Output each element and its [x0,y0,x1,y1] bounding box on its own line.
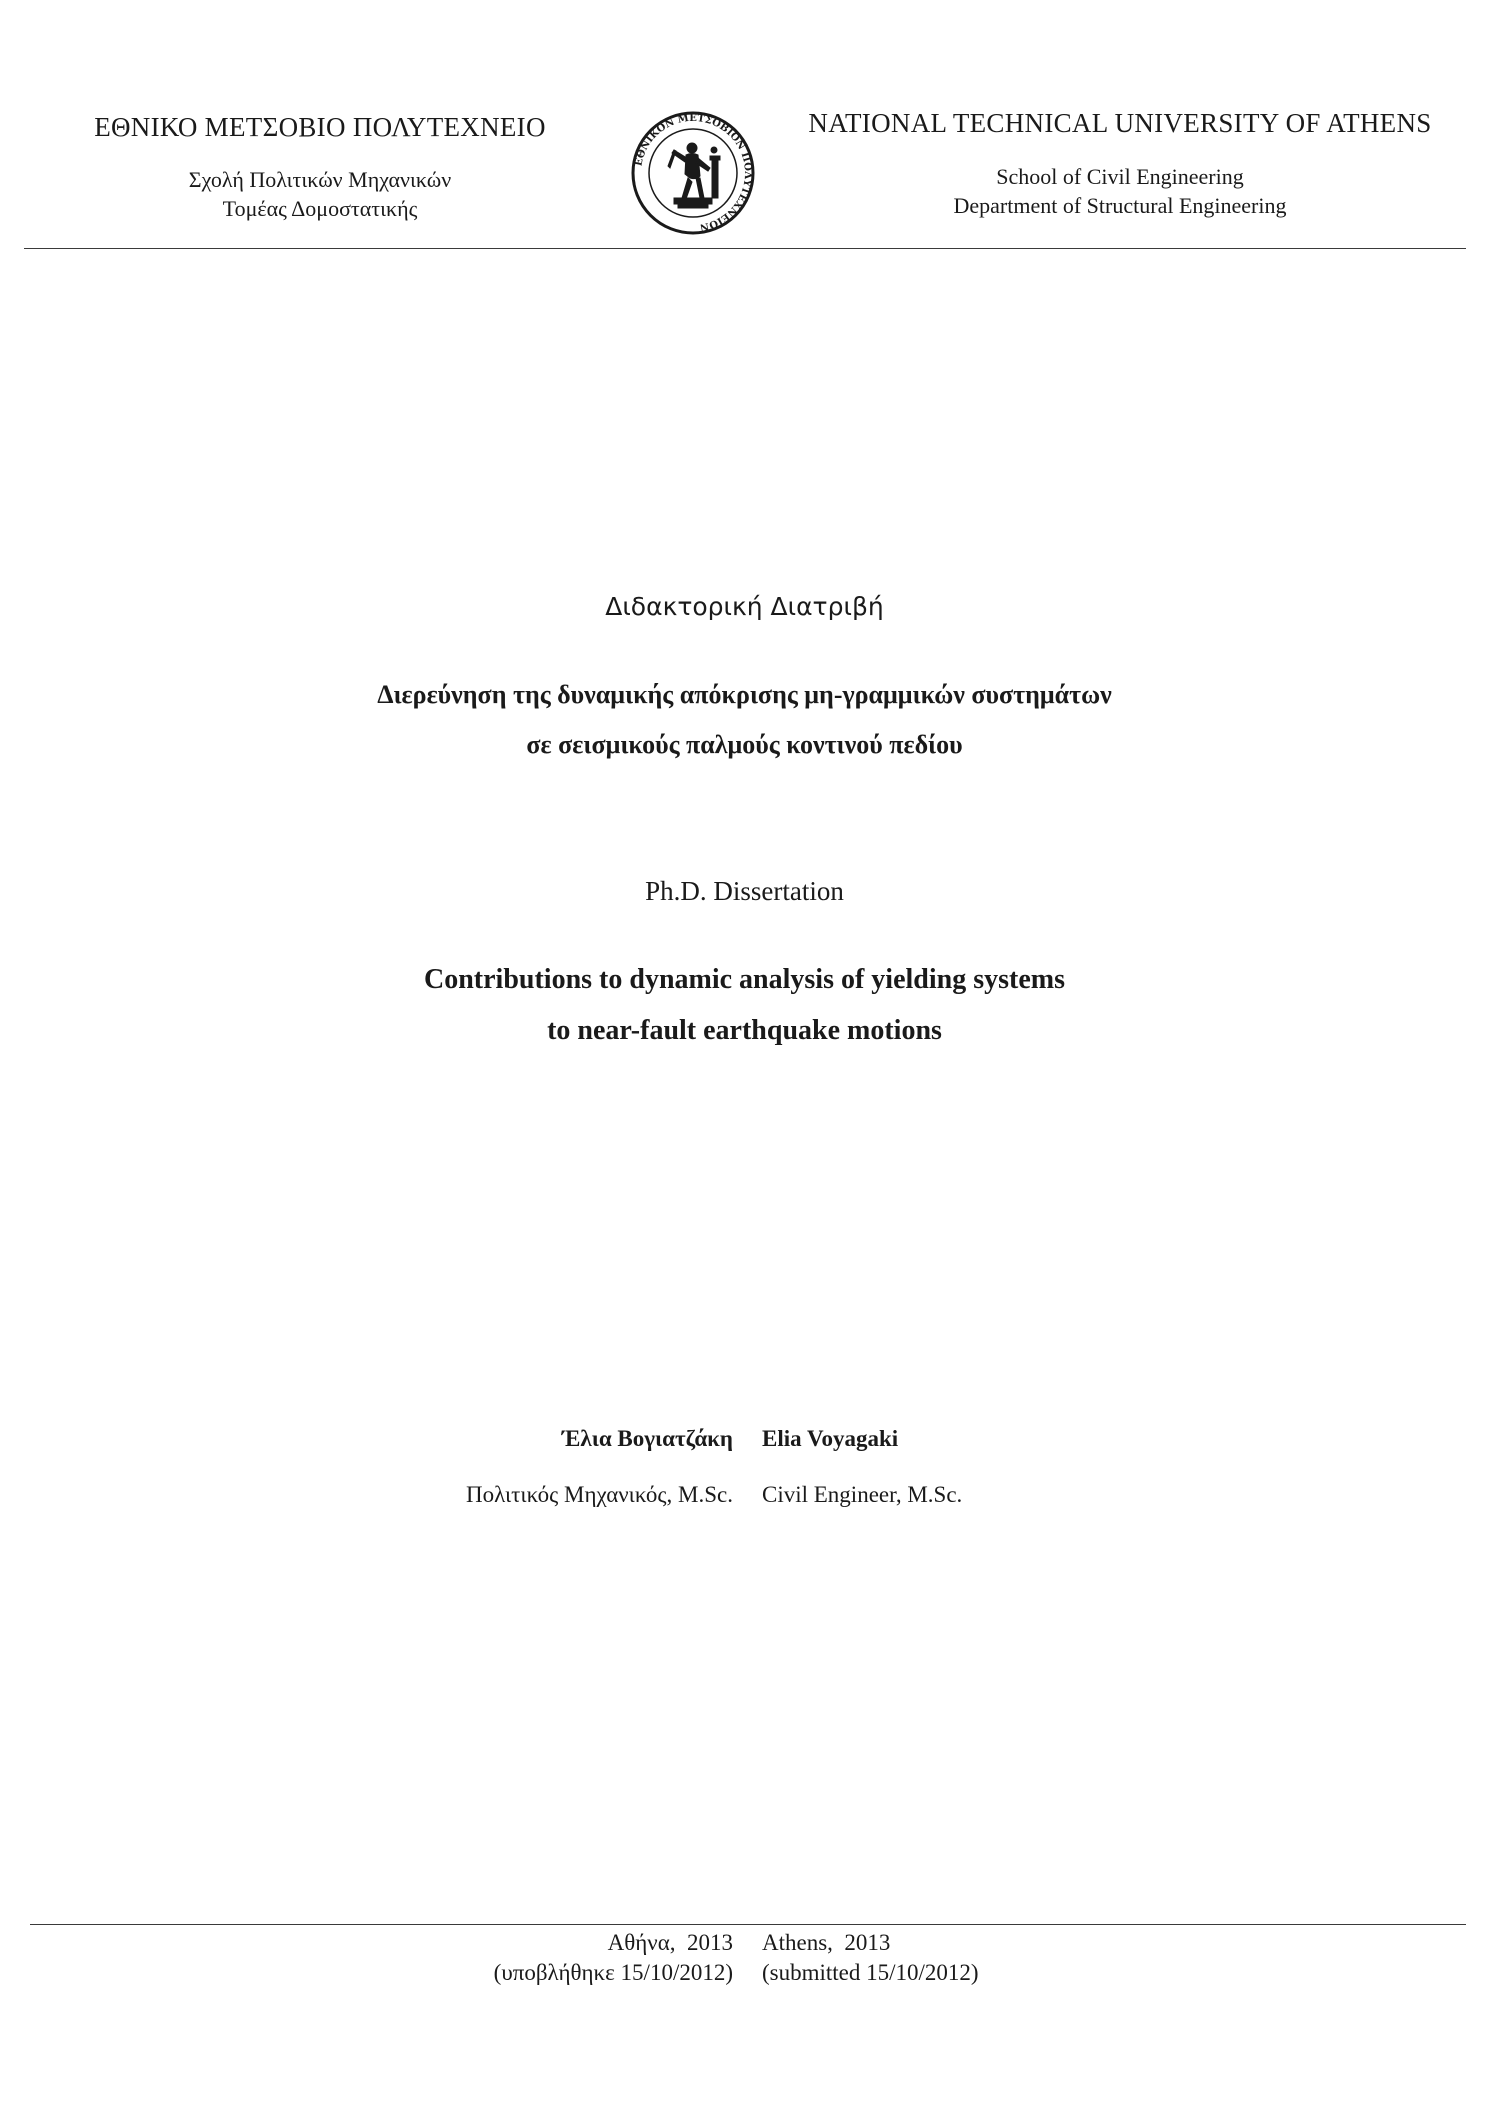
header-divider [24,248,1466,249]
title-greek-line2: σε σεισμικούς παλμούς κοντινού πεδίου [526,730,963,759]
place-date-greek: Αθήνα, 2013 [607,1930,733,1955]
author-degree-greek: Πολιτικός Μηχανικός, M.Sc. [465,1482,733,1507]
document-type-greek: Διδακτορική Διατριβή [605,592,884,621]
author-name-english: Elia Voyagaki [762,1426,899,1451]
department-name-english: Department of Structural Engineering [953,193,1287,218]
document-type-english: Ph.D. Dissertation [645,876,844,906]
university-name-greek: ΕΘΝΙΚΟ ΜΕΤΣΟΒΙΟ ΠΟΛΥΤΕΧΝΕΙΟ [94,112,546,142]
school-department-greek [40,165,600,223]
author-name-greek: Έλια Βογιατζάκη [562,1426,733,1451]
seal-icon [630,110,756,236]
footer-divider [30,1924,1466,1925]
university-name-english: NATIONAL TECHNICAL UNIVERSITY OF ATHENS [808,108,1432,138]
title-english-line1: Contributions to dynamic analysis of yielding systems [424,964,1065,995]
university-seal-logo [630,110,756,236]
author-degree-english: Civil Engineer, M.Sc. [762,1482,963,1507]
submission-date-greek: (υποβλήθηκε 15/10/2012) [493,1960,733,1985]
footer-english [762,1928,1162,1988]
submission-date-english: (submitted 15/10/2012) [762,1960,979,1985]
place-date-english: Athens, 2013 [762,1930,891,1955]
dissertation-title-english [0,954,1489,1056]
footer-greek [340,1928,733,1988]
school-name-greek: Σχολή Πολιτικών Μηχανικών [188,167,452,192]
header-english [790,108,1450,220]
dissertation-title-greek [0,670,1489,770]
seal-text: ΕΘΝΙΚΟΝ ΜΕΤΣΟΒΙΟΝ ΠΟΛΥΤΕΧΝΕΙΟΝ [633,112,754,233]
header-greek [40,112,600,223]
school-name-english: School of Civil Engineering [996,164,1244,189]
title-english-line2: to near-fault earthquake motions [547,1015,942,1046]
department-name-greek: Τομέας Δομοστατικής [222,196,418,221]
school-department-english [790,162,1450,220]
title-greek-line1: Διερεύνηση της δυναμικής απόκρισης μη-γραμμικών συστημάτων [377,680,1112,709]
